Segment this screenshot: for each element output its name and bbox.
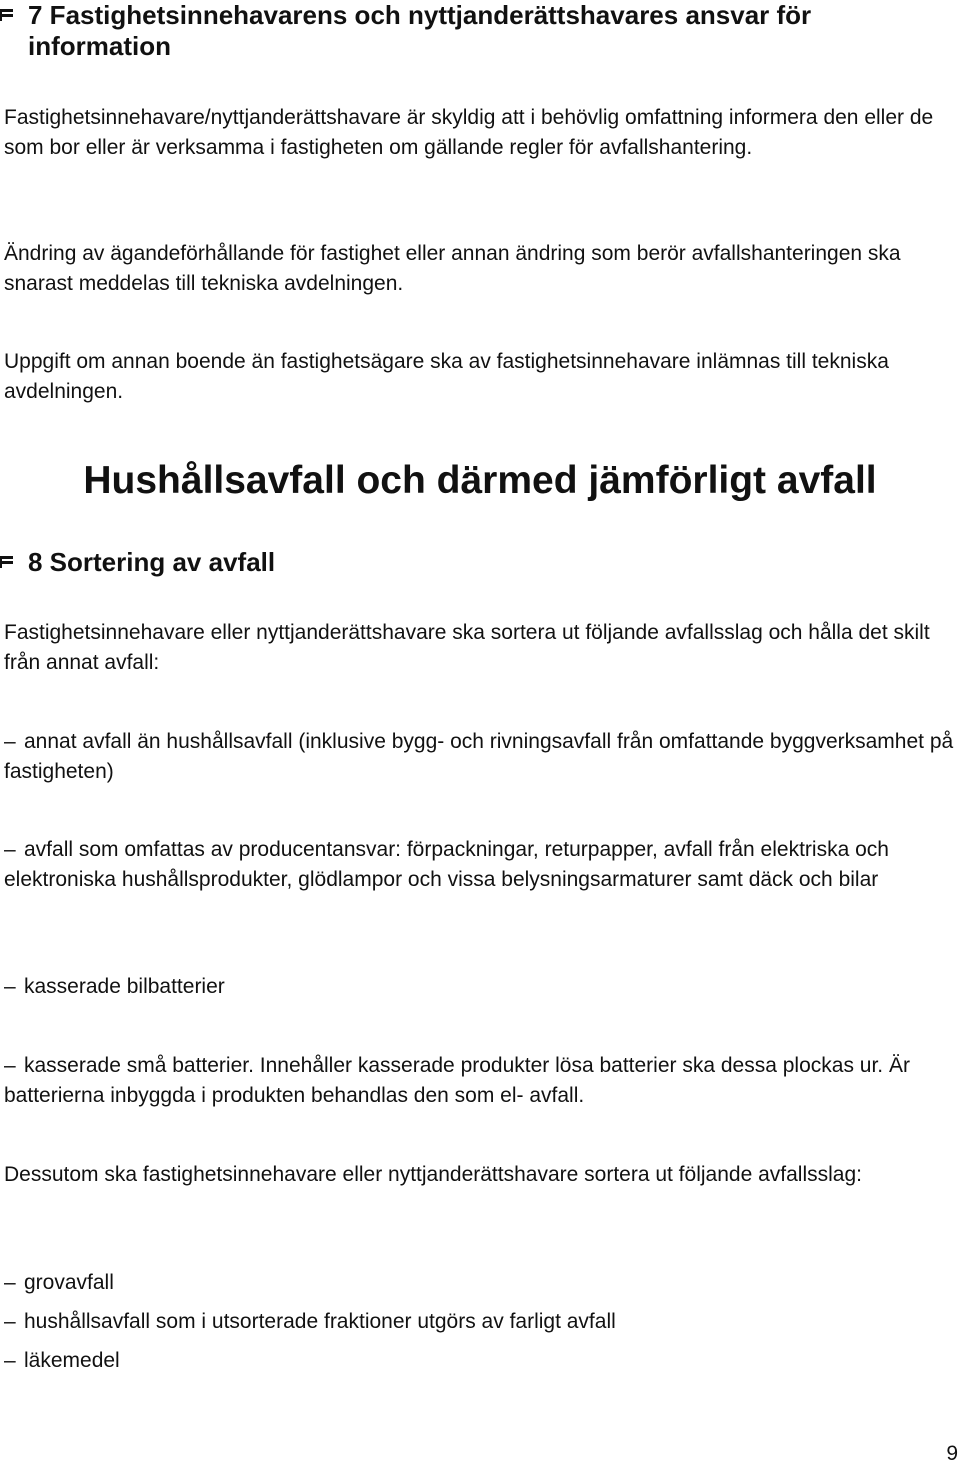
section-7-heading-text: 7 Fastighetsinnehavarens och nyttjanderättshavares ansvar för information: [28, 0, 812, 61]
section-8-heading: [0, 547, 960, 578]
heading-marker-icon: [0, 9, 13, 21]
dash-bullet: –: [4, 730, 16, 753]
section-7-paragraph-3: Uppgift om annan boende än fastighetsägare ska av fastighetsinnehavare inlämnas till tekniska avdelningen.: [4, 350, 889, 403]
dash-bullet: –: [4, 838, 16, 861]
sort-list-item: [4, 1051, 956, 1111]
sort-list-item-text: avfall som omfattas av producentansvar: förpackningar, returpapper, avfall från elektriska och elektroniska hushållsprodukter, glödlampor och vissa belysningsarmaturer samt däck och bilar: [4, 838, 889, 891]
sort-list-item-text: annat avfall än hushållsavfall (inklusive bygg- och rivningsavfall från omfattande byggverksamhet på fastigheten): [4, 730, 954, 783]
dash-bullet: –: [4, 1271, 16, 1294]
dash-bullet: –: [4, 1310, 16, 1333]
main-heading: Hushållsavfall och därmed jämförligt avfall: [83, 459, 877, 502]
dash-bullet: –: [4, 975, 16, 998]
sort-list-item: [4, 1268, 956, 1298]
dash-bullet: –: [4, 1349, 16, 1372]
heading-marker-icon: [0, 556, 13, 568]
sort-list-item-text: hushållsavfall som i utsorterade fraktioner utgörs av farligt avfall: [24, 1310, 616, 1333]
section-8-heading-text: 8 Sortering av avfall: [28, 547, 276, 577]
page-number: 9: [946, 1442, 958, 1465]
section-8-outro: Dessutom ska fastighetsinnehavare eller nyttjanderättshavare sortera ut följande avfallsslag:: [4, 1163, 862, 1186]
dash-bullet: –: [4, 1054, 16, 1077]
section-7-paragraph-2: Ändring av ägandeförhållande för fastighet eller annan ändring som berör avfallshanteringen ska snarast meddelas till tekniska avdelningen.: [4, 242, 901, 295]
sort-list-item: [4, 835, 956, 895]
sort-list-item: [4, 727, 956, 787]
sort-list-item: [4, 972, 956, 1002]
sort-list-item-text: grovavfall: [24, 1271, 114, 1294]
sort-list-item-text: kasserade bilbatterier: [24, 975, 225, 998]
sort-list-item: [4, 1307, 956, 1337]
section-7-paragraph-1: Fastighetsinnehavare/nyttjanderättshavare är skyldig att i behövlig omfattning informera den eller de som bor eller är verksamma i fastigheten om gällande regler för avfallshantering.: [4, 106, 934, 159]
sort-list-item-text: kasserade små batterier. Innehåller kasserade produkter lösa batterier ska dessa plockas ur. Är batterierna inbyggda i produkten behandlas den som el- avfall.: [4, 1054, 910, 1107]
section-8-intro: Fastighetsinnehavare eller nyttjanderättshavare ska sortera ut följande avfallsslag och hålla det skilt från annat avfall:: [4, 621, 930, 674]
sort-list-item: [4, 1346, 956, 1376]
sort-list-item-text: läkemedel: [24, 1349, 120, 1372]
section-7-heading: [0, 0, 960, 62]
